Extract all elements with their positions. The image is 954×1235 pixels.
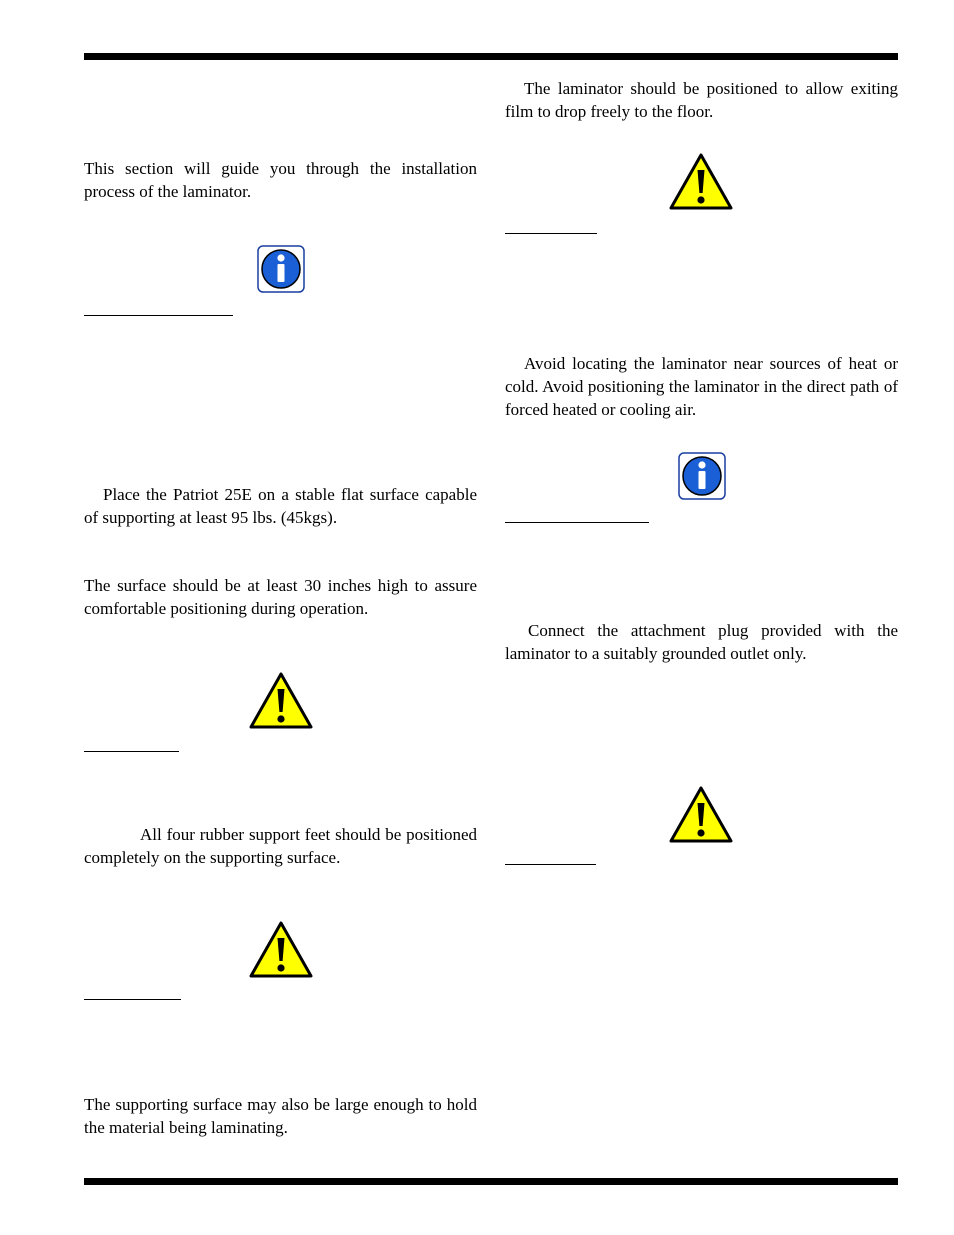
caution-underline (84, 999, 181, 1000)
warning-icon (249, 921, 313, 978)
caution-underline (84, 751, 179, 752)
footer-rule (84, 1178, 898, 1185)
height-paragraph: The surface should be at least 30 inches high to assure comfortable positioning during operation. (84, 576, 477, 618)
material-paragraph: The supporting surface may also be large enough to hold the material being laminating. (84, 1095, 477, 1137)
placement-paragraph: Place the Patriot 25E on a stable flat surface capable of supporting at least 95 lbs. (45kgs). (84, 485, 477, 527)
note-underline (84, 315, 233, 316)
warning-icon (669, 786, 733, 843)
plug-paragraph: Connect the attachment plug provided with the laminator to a suitably grounded outlet only. (505, 621, 898, 663)
info-icon (678, 452, 726, 500)
exit-film-paragraph: The laminator should be positioned to allow exiting film to drop freely to the floor. (505, 79, 898, 121)
caution-underline (505, 233, 597, 234)
warning-icon (669, 153, 733, 210)
warning-icon (249, 672, 313, 729)
info-icon (257, 245, 305, 293)
header-rule (84, 53, 898, 60)
note-underline (505, 522, 649, 523)
intro-paragraph: This section will guide you through the installation process of the laminator. (84, 159, 477, 201)
feet-paragraph: All four rubber support feet should be positioned completely on the supporting surface. (84, 825, 477, 867)
heat-paragraph: Avoid locating the laminator near sources of heat or cold. Avoid positioning the laminator in the direct path of forced heated or cooling air. (505, 354, 898, 419)
caution-underline (505, 864, 596, 865)
